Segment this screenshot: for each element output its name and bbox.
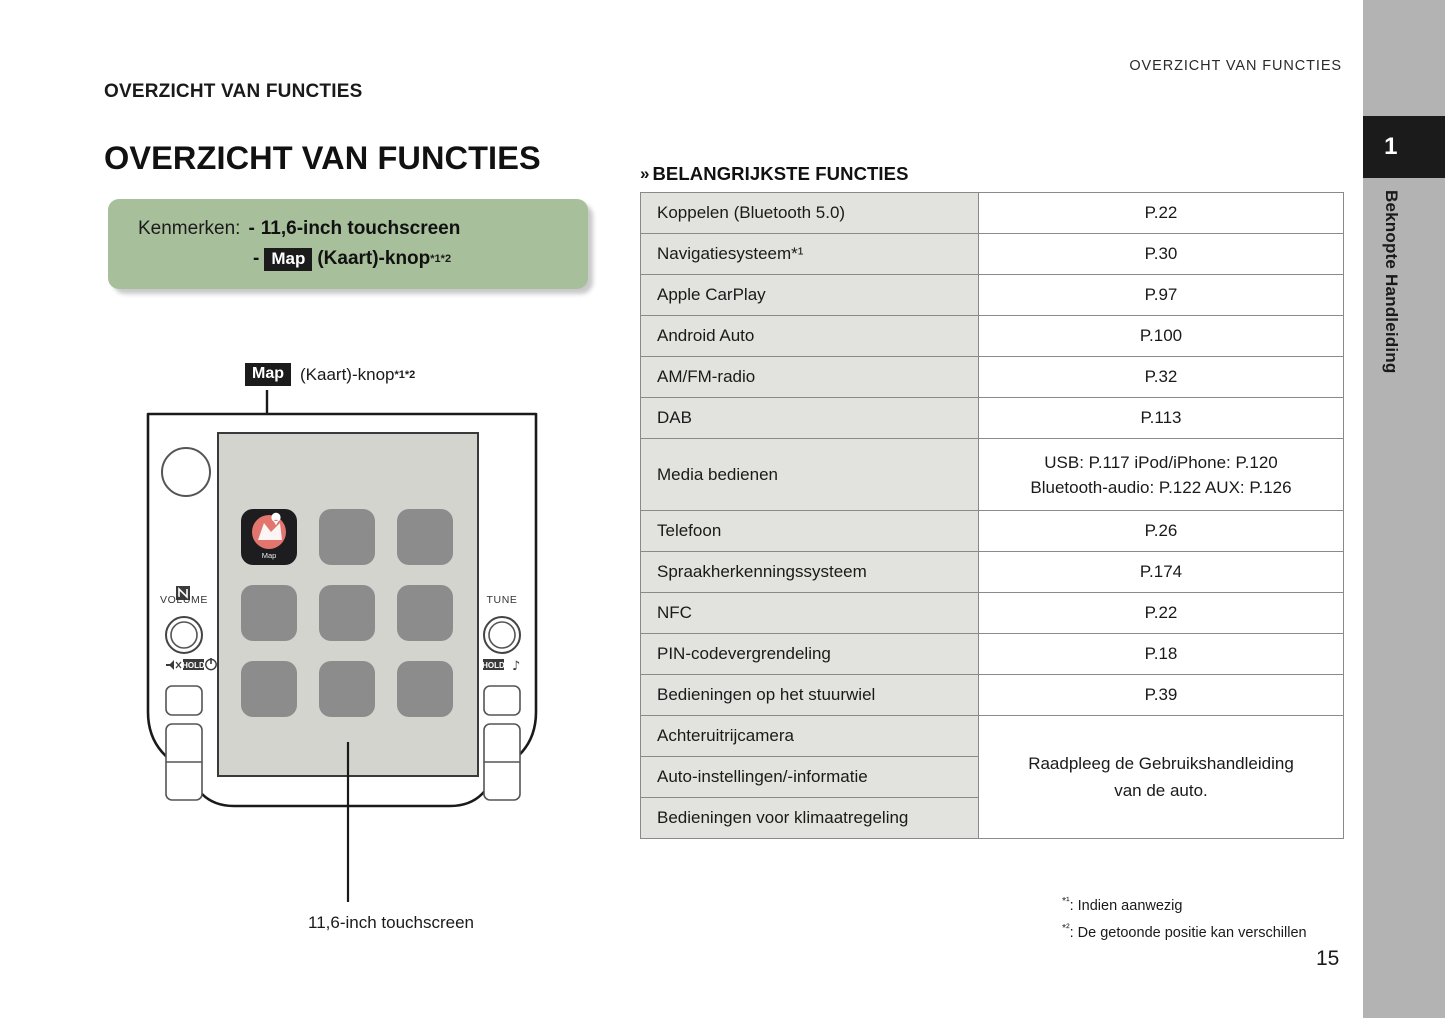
footnote-2 xyxy=(1062,917,1307,944)
table-row xyxy=(641,316,1344,357)
table-cell-function: Media bedienen xyxy=(641,439,979,511)
table-row xyxy=(641,275,1344,316)
chapter-tab-label xyxy=(1363,190,1419,510)
table-cell-page: P.30 xyxy=(979,234,1344,275)
table-cell-function: Navigatiesysteem*¹ xyxy=(641,234,979,275)
map-key-chip: Map xyxy=(264,248,312,271)
table-cell-function: Apple CarPlay xyxy=(641,275,979,316)
callout-line-1 xyxy=(138,214,588,244)
table-cell-function: Spraakherkenningssysteem xyxy=(641,552,979,593)
table-row xyxy=(641,398,1344,439)
figure-screen-caption: 11,6-inch touchscreen xyxy=(308,913,475,932)
table-cell-page: P.22 xyxy=(979,193,1344,234)
map-icon-label: Map xyxy=(261,551,277,560)
chapter-tab-number: 1 xyxy=(1384,133,1398,160)
table-cell-page: P.22 xyxy=(979,593,1344,634)
app-tile-2 xyxy=(319,509,375,565)
table-cell-page: P.113 xyxy=(979,398,1344,439)
table-row xyxy=(641,439,1344,511)
table-row xyxy=(641,234,1344,275)
table-cell-page-merged xyxy=(979,716,1344,839)
footnote-2-text: : De getoonde positie kan verschillen xyxy=(1069,924,1307,941)
section-heading xyxy=(640,163,909,185)
footnote-1 xyxy=(1062,890,1307,917)
callout-dash-1: - xyxy=(248,218,255,239)
app-tile-7 xyxy=(241,661,297,717)
table-row xyxy=(641,716,1344,757)
table-cell-page: P.26 xyxy=(979,511,1344,552)
merged-line-1: Raadpleeg de Gebruikshandleiding xyxy=(1028,754,1294,773)
table-cell-page: P.100 xyxy=(979,316,1344,357)
table-cell-function: DAB xyxy=(641,398,979,439)
table-cell-page: P.174 xyxy=(979,552,1344,593)
table-cell-page xyxy=(979,439,1344,511)
footnote-1-text: : Indien aanwezig xyxy=(1069,897,1183,914)
table-row xyxy=(641,552,1344,593)
callout-label: Kenmerken: xyxy=(138,218,241,239)
chapter-tab-label-text: Beknopte Handleiding xyxy=(1382,190,1401,374)
table-row xyxy=(641,193,1344,234)
sensor-circle xyxy=(162,448,210,496)
main-functions-table xyxy=(640,192,1344,839)
left-button-1 xyxy=(166,686,202,715)
right-button-1 xyxy=(484,686,520,715)
page-number: 15 xyxy=(1316,947,1340,970)
table-cell-function: Koppelen (Bluetooth 5.0) xyxy=(641,193,979,234)
chapter-kicker: OVERZICHT VAN FUNCTIES xyxy=(104,81,363,102)
table-cell-function: NFC xyxy=(641,593,979,634)
footnote-1-marker: *¹ xyxy=(1062,895,1070,907)
table-cell-function: Android Auto xyxy=(641,316,979,357)
svg-text:HOLD: HOLD xyxy=(482,661,505,670)
figure-map-button-caption xyxy=(245,363,415,386)
tune-knob xyxy=(484,617,520,653)
table-cell-function: Bedieningen op het stuurwiel xyxy=(641,675,979,716)
media-page-line-1: USB: P.117 iPod/iPhone: P.120 xyxy=(1044,452,1278,472)
callout-dash-2: - xyxy=(253,248,260,269)
table-cell-page: P.18 xyxy=(979,634,1344,675)
callout-feature-map-button: (Kaart)-knop xyxy=(317,248,431,269)
footnotes xyxy=(1062,890,1307,944)
chevron-right-icon: » xyxy=(640,164,648,183)
table-cell-function: AM/FM-radio xyxy=(641,357,979,398)
svg-text:HOLD: HOLD xyxy=(182,661,205,670)
page-title: OVERZICHT VAN FUNCTIES xyxy=(104,139,541,176)
running-header: OVERZICHT VAN FUNCTIES xyxy=(1129,58,1342,74)
figure-map-caption-sup: *1*2 xyxy=(394,368,416,381)
footnote-2-marker: *² xyxy=(1062,921,1070,934)
table-row xyxy=(641,593,1344,634)
app-grid xyxy=(241,509,453,717)
volume-label: VOLUME xyxy=(160,594,208,606)
svg-text:♪: ♪ xyxy=(512,659,521,674)
table-row xyxy=(641,511,1344,552)
table-cell-page: P.97 xyxy=(979,275,1344,316)
table-cell-function: Bedieningen voor klimaatregeling xyxy=(641,798,979,839)
callout-feature-touchscreen: 11,6-inch touchscreen xyxy=(260,218,461,239)
figure-map-caption-text: (Kaart)-knop xyxy=(300,364,395,384)
table-cell-function: PIN-codevergrendeling xyxy=(641,634,979,675)
section-heading-text: BELANGRIJKSTE FUNCTIES xyxy=(652,163,909,184)
table-cell-function: Telefoon xyxy=(641,511,979,552)
map-key-chip-figure: Map xyxy=(245,363,291,386)
features-callout xyxy=(108,199,588,289)
app-tile-9 xyxy=(397,661,453,717)
table-row xyxy=(641,357,1344,398)
tune-label: TUNE xyxy=(486,594,518,606)
head-unit-illustration xyxy=(130,390,580,950)
media-page-line-2: Bluetooth-audio: P.122 AUX: P.126 xyxy=(1030,477,1292,497)
table-cell-page: P.39 xyxy=(979,675,1344,716)
table-cell-page: P.32 xyxy=(979,357,1344,398)
app-tile-3 xyxy=(397,509,453,565)
table-row xyxy=(641,675,1344,716)
app-tile-5 xyxy=(319,585,375,641)
table-cell-function: Auto-instellingen/-informatie xyxy=(641,757,979,798)
app-tile-4 xyxy=(241,585,297,641)
app-tile-8 xyxy=(319,661,375,717)
merged-line-2: van de auto. xyxy=(1114,781,1208,800)
volume-knob xyxy=(166,617,202,653)
callout-footnote-markers: *1*2 xyxy=(430,253,452,265)
table-row xyxy=(641,634,1344,675)
callout-line-2 xyxy=(138,244,588,274)
table-cell-function: Achteruitrijcamera xyxy=(641,716,979,757)
app-tile-6 xyxy=(397,585,453,641)
